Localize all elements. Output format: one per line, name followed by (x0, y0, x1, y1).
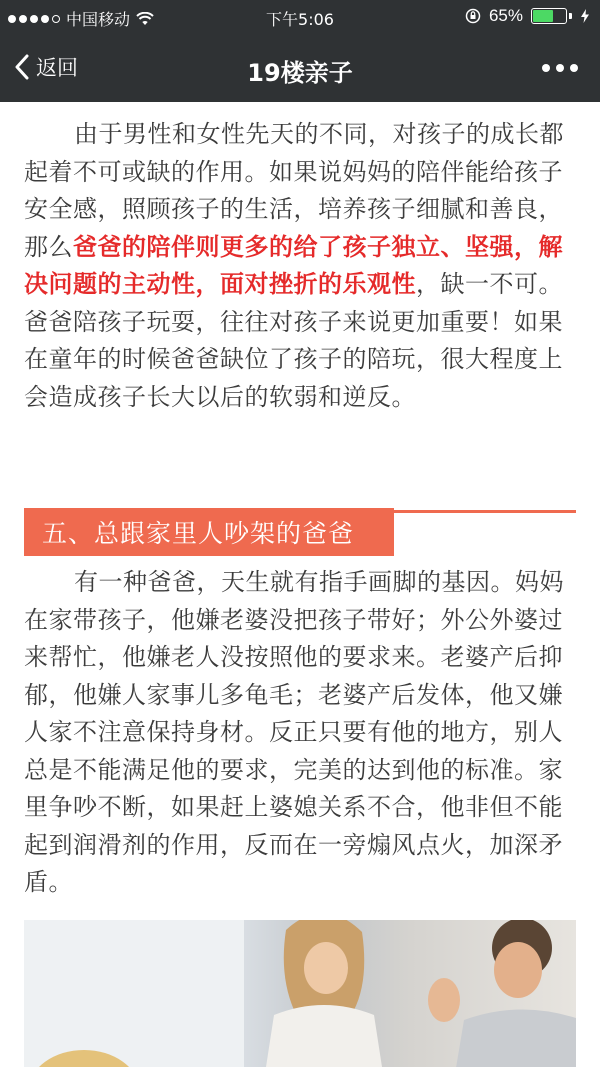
article-paragraph-1 (24, 116, 584, 416)
article-content (0, 102, 600, 1067)
battery-percent: 65% (488, 6, 523, 25)
paragraph-2-text: 有一种爸爸，天生就有指手画脚的基因。妈妈在家带孩子，他嫌老婆没把孩子带好；外公外婆过来帮忙，他嫌老人没按照他的要求来。老婆产后抑郁，他嫌人家事儿多龟毛；老婆产后发体，他又嫌人家不注意保持身材。反正只要有他的地方，别人总是不能满足他的要求，完美的达到他的标准。家里争吵不断，如果赶上婆媳关系不合，他非但不能起到润滑剂的作用，反而在一旁煽风点火，加深矛盾。 (24, 568, 564, 896)
section-title: 五、总跟家里人吵架的爸爸 (42, 519, 355, 548)
orientation-lock-icon (465, 8, 481, 24)
article-paragraph-2 (24, 564, 584, 902)
status-bar (0, 0, 600, 34)
paragraph-1-tail: ，缺一不可。爸爸陪孩子玩耍，往往对孩子来说更加重要！如果在童年的时候爸爸缺位了孩子的陪玩，很大程度上会造成孩子长大以后的软弱和逆反。 (24, 270, 563, 411)
status-time: 下午5:06 (266, 10, 334, 29)
article-photo (24, 920, 576, 1067)
back-label: 返回 (36, 56, 78, 80)
section-heading (24, 508, 576, 556)
nav-bar (0, 34, 600, 102)
charging-bolt-icon (580, 9, 590, 23)
paragraph-1-lead: 由于男性和女性先天的不同，对孩子的成长都起着不可或缺的作用。如果说妈妈的陪伴能给孩子安全感，照顾孩子的生活，培养孩子细腻和善良，那么 (24, 120, 564, 261)
battery-icon (531, 8, 572, 24)
paragraph-1-highlight: 爸爸的陪伴则更多的给了孩子独立、坚强，解决问题的主动性，面对挫折的乐观性 (24, 232, 563, 298)
carrier-label: 中国移动 (66, 10, 131, 29)
more-dots-icon[interactable] (542, 64, 578, 72)
page-title: 19楼亲子 (247, 59, 353, 87)
